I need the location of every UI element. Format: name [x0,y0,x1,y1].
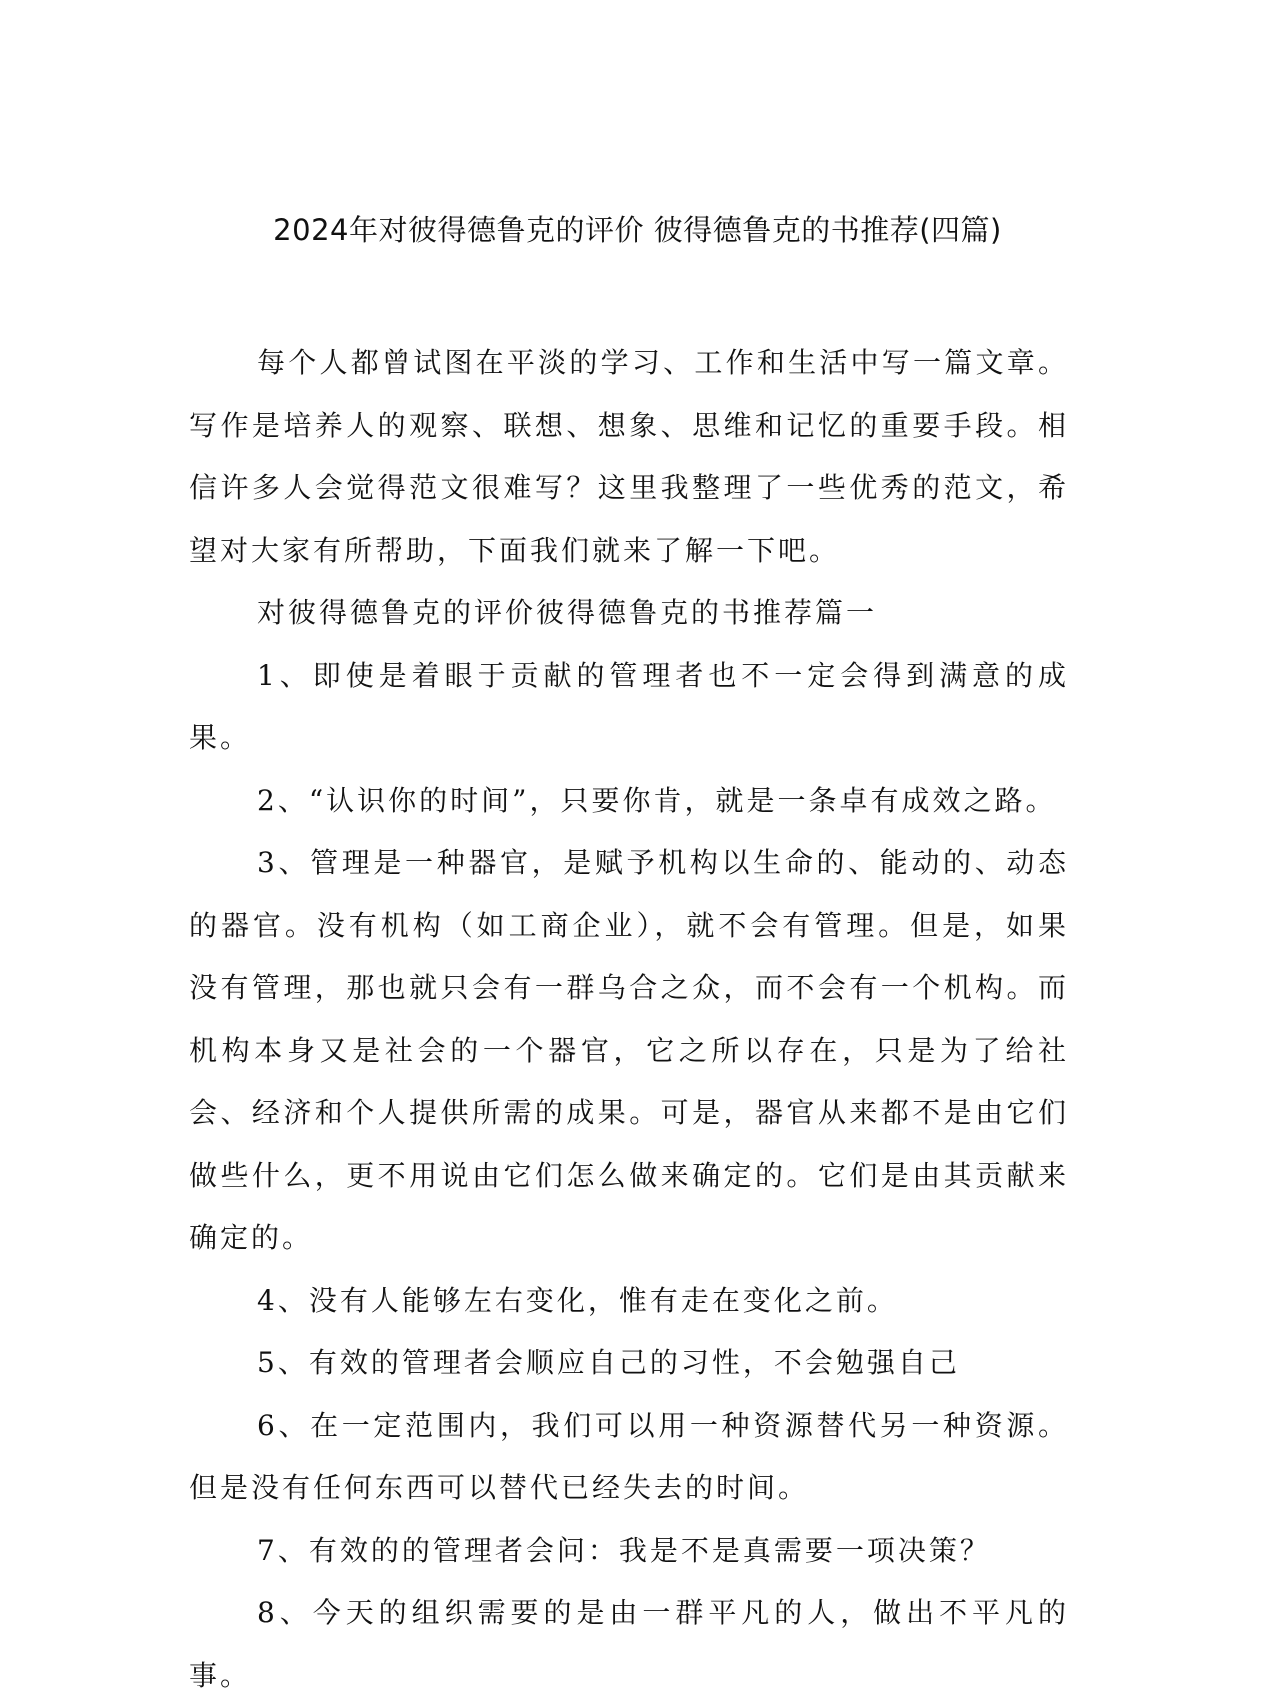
intro-paragraph: 每个人都曾试图在平淡的学习、工作和生活中写一篇文章。写作是培养人的观察、联想、想象、思维和记忆的重要手段。相信许多人会觉得范文很难写？这里我整理了一些优秀的范文，希望对大家有所帮助，下面我们就来了解一下吧。 [189,346,1069,567]
quote-item-4: 4、没有人能够左右变化，惟有走在变化之前。 [257,1283,898,1317]
document-title: 2024年对彼得德鲁克的评价 彼得德鲁克的书推荐(四篇) [273,213,1002,247]
quote-item-3: 3、管理是一种器官，是赋予机构以生命的、能动的、动态的器官。没有机构（如工商企业），就不会有管理。但是，如果没有管理，那也就只会有一群乌合之众，而不会有一个机构。而机构本身又是社会的一个器官，它之所以存在，只是为了给社会、经济和个人提供所需的成果。可是，器官从来都不是由它们做些什么，更不用说由它们怎么做来确定的。它们是由其贡献来确定的。 [189,846,1069,1254]
quote-item-6: 6、在一定范围内，我们可以用一种资源替代另一种资源。但是没有任何东西可以替代已经失去的时间。 [189,1408,1069,1504]
quote-item-1: 1、即使是着眼于贡献的管理者也不一定会得到满意的成果。 [189,658,1069,754]
document-body [189,332,1069,1707]
quote-item-7: 7、有效的的管理者会问：我是不是真需要一项决策？ [257,1533,991,1567]
section-heading: 对彼得德鲁克的评价彼得德鲁克的书推荐篇一 [257,596,878,629]
quote-item-5: 5、有效的管理者会顺应自己的习性，不会勉强自己 [257,1346,960,1379]
quote-item-8: 8、今天的组织需要的是由一群平凡的人，做出不平凡的事。 [189,1596,1069,1692]
quote-item-2: 2、“认识你的时间”，只要你肯，就是一条卓有成效之路。 [257,783,1057,817]
